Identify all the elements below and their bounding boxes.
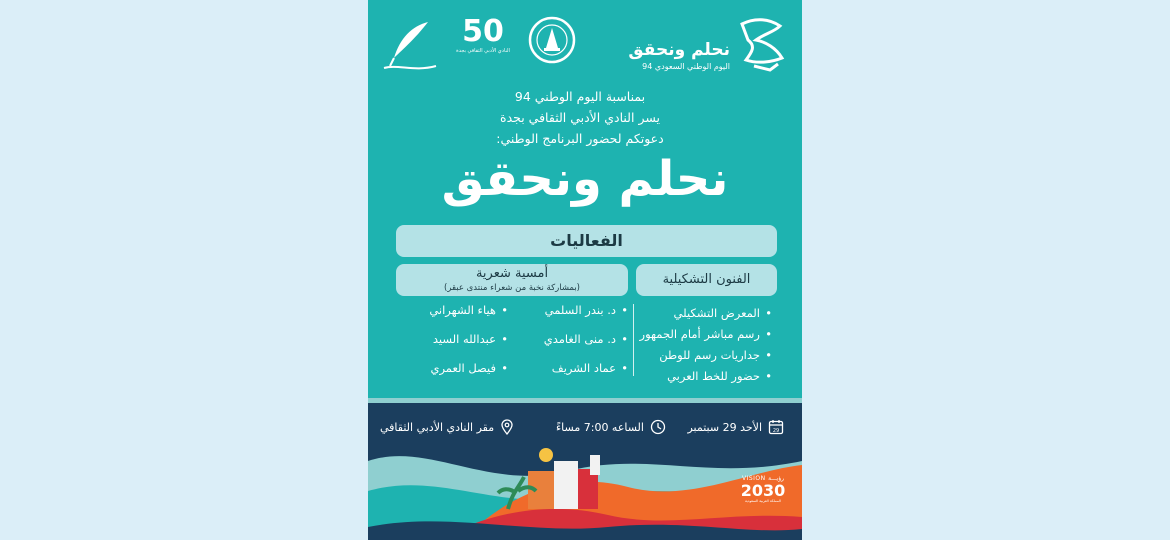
list-item: • عماد الشريف — [516, 358, 628, 387]
list-item: • د. بندر السلمي — [516, 300, 628, 329]
event-date — [687, 419, 784, 435]
feather-quill-icon — [378, 18, 442, 74]
national-day-logo-subtitle: اليوم الوطني السعودي 94 — [642, 62, 730, 71]
list-item: • فيصل العمري — [398, 358, 508, 387]
events-heading: الفعاليات — [396, 225, 777, 257]
fifty-years-caption: النادي الأدبي الثقافي بجدة — [456, 48, 510, 54]
calendar-icon — [768, 419, 784, 435]
literary-club-logo — [524, 14, 580, 72]
national-day-logo — [630, 14, 790, 74]
vision-label: VISION رؤيـــة — [741, 475, 785, 482]
clock-icon — [650, 419, 666, 435]
fifty-years-number: 50 — [462, 14, 504, 49]
list-item: • عبدالله السيد — [398, 329, 508, 358]
event-info-band — [368, 398, 802, 540]
list-item: • حضور للخط العربي — [634, 366, 772, 387]
event-location-text: مقر النادي الأدبي الثقافي — [380, 420, 495, 434]
national-day-emblem-icon — [734, 14, 790, 72]
invitation-poster — [368, 0, 802, 540]
list-item: • هياء الشهراني — [398, 300, 508, 329]
event-time-text: الساعه 7:00 مساءً — [556, 420, 644, 434]
poetry-evening-label: أمسية شعرية — [475, 266, 549, 281]
calendar-day: 29 — [772, 428, 780, 434]
fine-arts-list — [634, 303, 772, 387]
vision-year: 2030 — [740, 481, 786, 500]
intro-line-3: دعوتكم لحضور البرنامج الوطني: — [496, 131, 664, 146]
location-pin-icon — [500, 419, 514, 435]
list-item: • رسم مباشر أمام الجمهور — [634, 324, 772, 345]
fifty-years-logo — [450, 16, 516, 74]
event-time — [556, 419, 666, 435]
list-item: • د. منى الغامدي — [516, 329, 628, 358]
list-item: • جداريات رسم للوطن — [634, 345, 772, 366]
vision-kingdom: المملكة العربية السعودية — [745, 499, 781, 503]
event-date-text: الأحد 29 سبتمبر — [687, 420, 762, 434]
intro-text — [408, 86, 752, 149]
intro-line-2: يسر النادي الأدبي الثقافي بجدة — [500, 110, 660, 125]
intro-line-1: بمناسبة اليوم الوطني 94 — [514, 89, 646, 104]
poetry-evening-note: (بمشاركة نخبة من شعراء منتدى عبقر) — [444, 283, 580, 293]
poetry-evening-heading — [396, 264, 628, 296]
poets-list-1 — [516, 300, 628, 387]
column-divider — [633, 304, 634, 376]
list-item: • المعرض التشكيلي — [634, 303, 772, 324]
event-location — [380, 419, 514, 435]
main-title: نحلم ونحقق — [441, 151, 729, 207]
fine-arts-heading: الفنون التشكيلية — [636, 264, 777, 296]
national-day-logo-title: نحلم ونحقق — [628, 40, 730, 60]
abqar-forum-logo — [378, 18, 442, 74]
decorative-waves — [368, 431, 802, 540]
poets-list-2 — [398, 300, 508, 387]
vision-2030-logo — [738, 475, 788, 504]
club-emblem-icon — [524, 14, 580, 72]
